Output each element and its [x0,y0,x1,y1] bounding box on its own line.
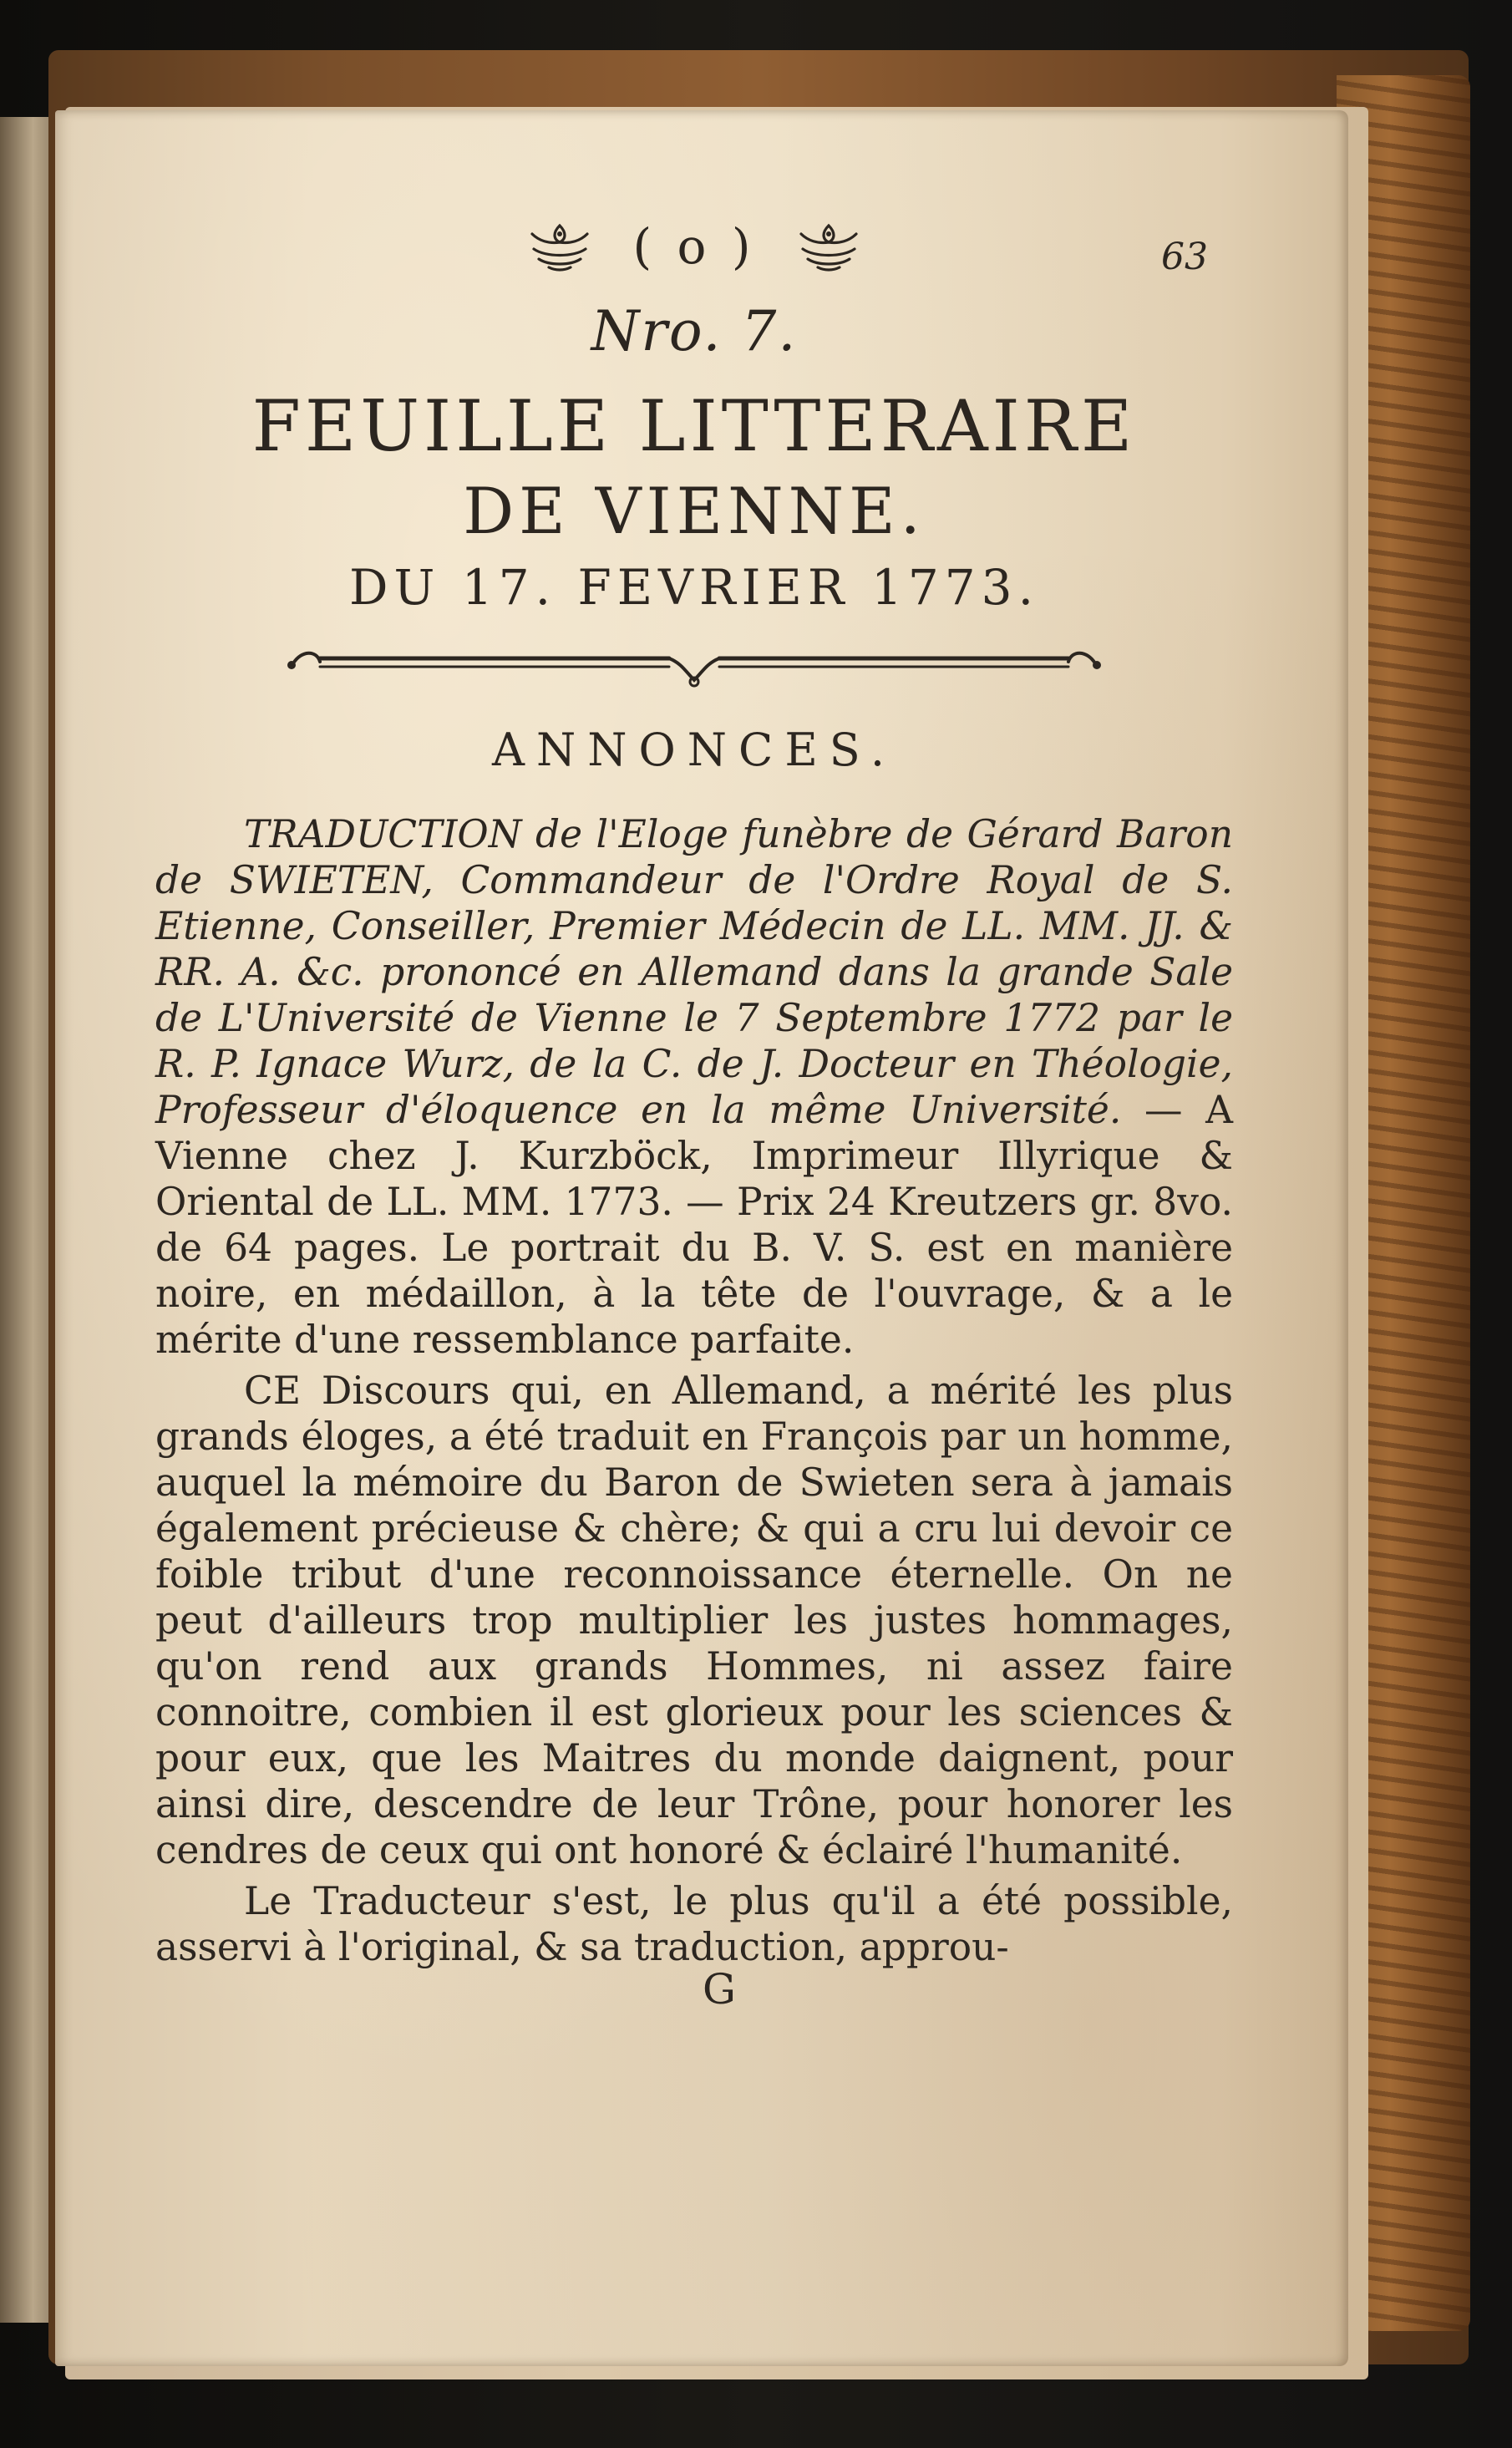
paragraph-3 [155,1878,1233,1970]
header-ornament-row [155,211,1233,302]
paragraph-1-italic-lead: TRADUCTION de l'Eloge funèbre de Gérard Baron de SWIETEN, Commandeur de l'Ordre Royal de S. Etienne, Conseiller, Premier Médecin de LL. MM. JJ. & RR. A. &c. prononcé en Allemand dans la grande Sale de L'Université de Vienne le 7 Septembre 1772 par le R. P. Ignace Wurz, de la C. de J. Docteur en Théologie, Professeur d'éloquence en la même Université. [155,812,1233,1133]
paragraph-2-text: CE Discours qui, en Allemand, a mérité les plus grands éloges, a été traduit en François par un homme, auquel la mémoire du Baron de Swieten sera à jamais également précieuse & chère; & qui a cru lui devoir ce foible tribut d'une reconnoissance éternelle. On ne peut d'ailleurs trop multiplier les justes hommages, qu'on rend aux grands Hommes, ni assez faire connoitre, combien il est glorieux pour les sciences & pour eux, que les Maitres du monde daignent, pour ainsi dire, descendre de leur Trône, pour honorer les cendres de ceux qui ont honoré & éclairé l'humanité. [155,1369,1233,1873]
header-ornaments [524,217,864,276]
fleuron-left-icon [524,217,596,276]
paragraph-2 [155,1368,1233,1873]
page-content [155,211,1233,2014]
paragraph-3-text: Le Traducteur s'est, le plus qu'il a été possible, asservi à l'original, & sa traduction, approu- [155,1879,1233,1970]
fleuron-right-icon [793,217,865,276]
ornamental-rule-icon [277,638,1112,688]
masthead-date: DU 17. FEVRIER 1773. [348,558,1040,616]
center-ornament: ( o ) [632,218,756,275]
section-heading: ANNONCES. [492,723,896,776]
issue-number: Nro. 7. [591,299,798,363]
paragraph-1-text: — A Vienne chez J. Kurzböck, Imprimeur Illyrique & Oriental de LL. MM. 1773. — Prix 24 Kreutzers gr. 8vo. de 64 pages. Le portrait du B. V. S. est en manière noire, en médaillon, à la tête de l'ouvrage, & a le mérite d'une ressemblance parfaite. [155,1088,1233,1363]
paragraph-1 [155,811,1233,1363]
article-body [155,811,1233,1970]
signature-mark: G [703,1965,736,2014]
page-number: 63 [1161,236,1208,278]
printed-page [55,110,1348,2366]
masthead-title: FEUILLE LITTERAIRE [251,385,1137,467]
masthead-city: DE VIENNE. [463,474,926,549]
